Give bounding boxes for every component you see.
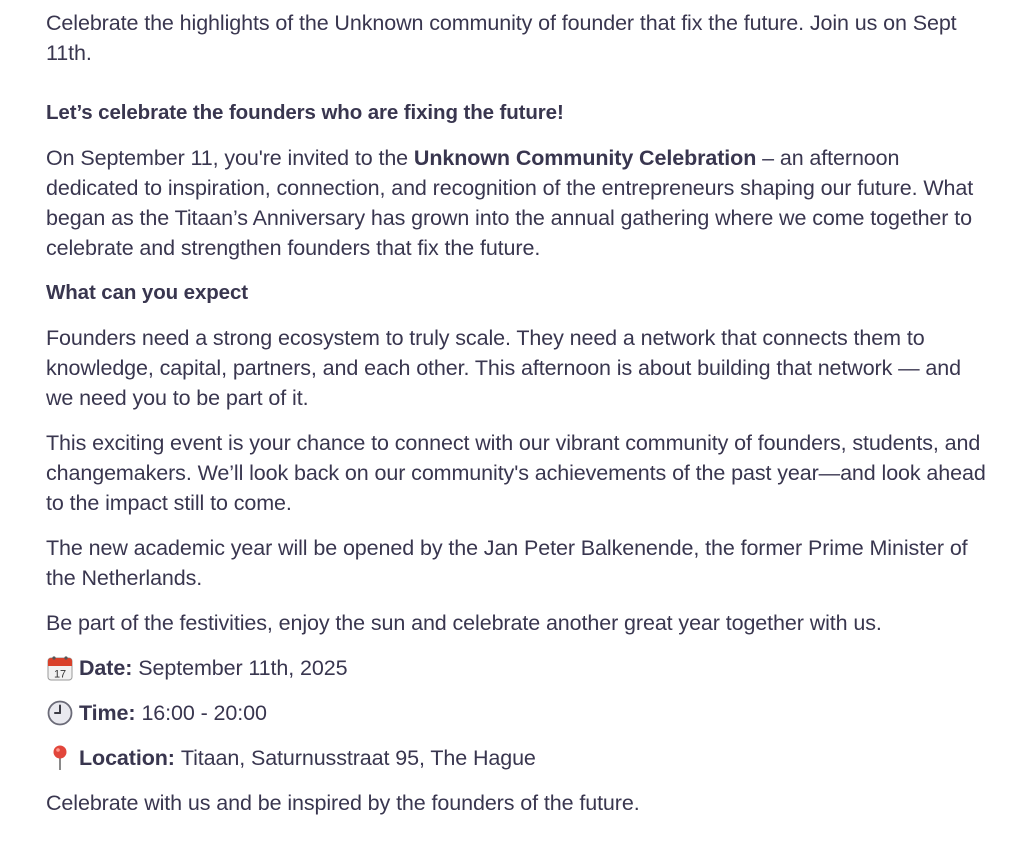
svg-text:17: 17 xyxy=(53,668,67,681)
heading-expect: What can you expect xyxy=(46,281,249,304)
clock-icon xyxy=(46,699,74,727)
detail-location xyxy=(46,743,986,773)
intro-text-before: On September 11, you're invited to the xyxy=(46,146,414,170)
event-description xyxy=(46,8,986,833)
event-name: Unknown Community Celebration xyxy=(413,146,757,170)
time-value: 16:00 - 20:00 xyxy=(141,701,267,725)
time-label: Time: xyxy=(79,701,136,725)
detail-date xyxy=(46,653,986,683)
location-value: Titaan, Saturnusstraat 95, The Hague xyxy=(180,746,536,770)
intro-paragraph xyxy=(46,143,986,263)
paragraph-festivities: Be part of the festivities, enjoy the sun and celebrate another great year together with us. xyxy=(46,611,882,635)
location-label: Location: xyxy=(79,746,175,770)
detail-time xyxy=(46,698,986,728)
closing-paragraph: Celebrate with us and be inspired by the founders of the future. xyxy=(46,791,640,815)
date-label: Date: xyxy=(79,656,133,680)
paragraph-community: This exciting event is your chance to connect with our vibrant community of founders, students, and changemakers. We’ll look back on our community's achievements of the past year—and look ahead to the impact still to come. xyxy=(46,431,986,515)
calendar-icon xyxy=(46,654,74,682)
date-value: September 11th, 2025 xyxy=(138,656,348,680)
heading-celebrate: Let’s celebrate the founders who are fixing the future! xyxy=(46,101,564,124)
paragraph-ecosystem: Founders need a strong ecosystem to truly scale. They need a network that connects them to knowledge, capital, partners, and each other. This afternoon is about building that network — and we need you to be part of it. xyxy=(46,326,961,410)
event-summary: Celebrate the highlights of the Unknown community of founder that fix the future. Join us on Sept 11th. xyxy=(46,11,957,65)
pushpin-icon xyxy=(46,744,74,772)
intro-text-after: – an afternoon dedicated to inspiration, connection, and recognition of the entrepreneurs shaping our future. What began as the Titaan’s Anniversary has grown into the annual gathering where we come together to celebrate and strengthen founders that fix the future. xyxy=(46,146,974,260)
paragraph-opening: The new academic year will be opened by the Jan Peter Balkenende, the former Prime Minister of the Netherlands. xyxy=(46,536,968,590)
